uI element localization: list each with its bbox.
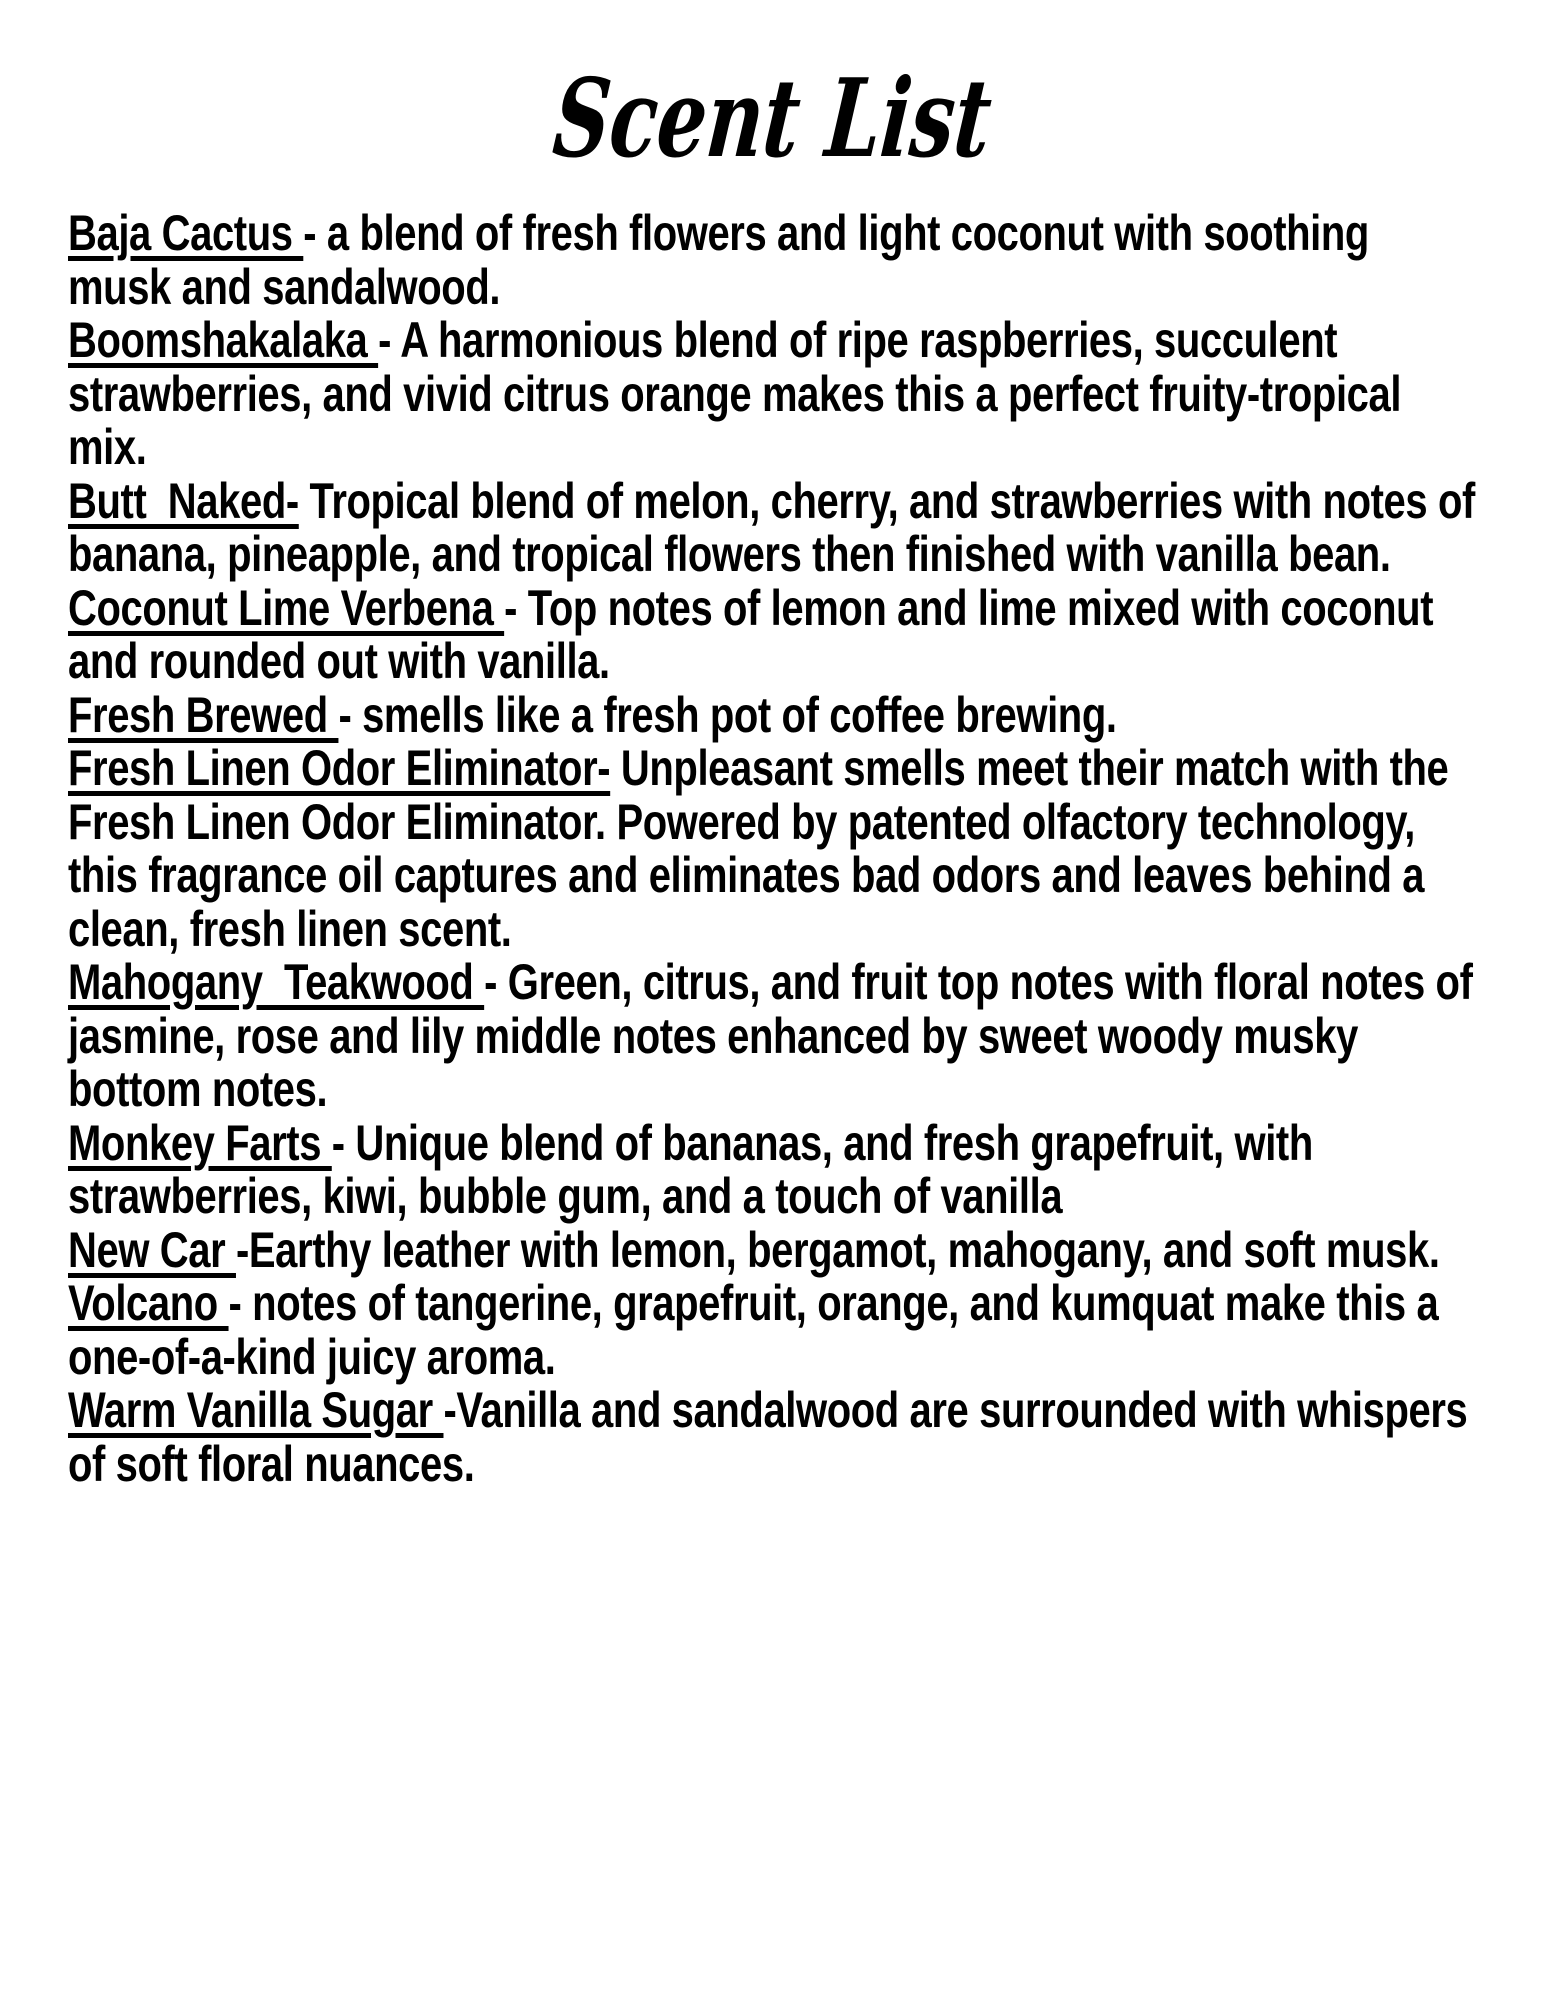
scent-name: Fresh Brewed	[68, 686, 339, 743]
scent-list	[68, 205, 1486, 1492]
scent-description: -Earthy leather with lemon, bergamot, mahogany, and soft musk.	[235, 1221, 1440, 1278]
scent-description: -Vanilla and sandalwood are surrounded with whispers of soft floral nuances.	[68, 1382, 1479, 1492]
scent-description: - Unique blend of bananas, and fresh grapefruit, with strawberries, kiwi, bubble gum, and a touch of vanilla	[68, 1114, 1324, 1224]
scent-description: - A harmonious blend of ripe raspberries, succulent strawberries, and vivid citrus orange makes this a perfect fruity-tropical mix.	[68, 312, 1412, 475]
scent-entry	[68, 1114, 1476, 1224]
scent-name: Baja Cactus	[68, 205, 304, 261]
scent-name: Fresh Linen Odor Eliminator-	[68, 740, 611, 796]
scent-entry	[68, 207, 1476, 314]
scent-entry	[68, 472, 1486, 582]
scent-description: - smells like a fresh pot of coffee brewing.	[338, 686, 1117, 743]
scent-entry	[68, 686, 1476, 743]
page-title: Scent List	[548, 56, 997, 182]
scent-description: - notes of tangerine, grapefruit, orange, and kumquat make this a one-of-a-kind juicy aroma.	[68, 1275, 1450, 1385]
scent-entry	[68, 1221, 1476, 1278]
scent-description: - a blend of fresh flowers and light coconut with soothing musk and sandalwood.	[68, 205, 1380, 315]
scent-name: Mahogany Teakwood	[68, 954, 485, 1010]
scent-name: Volcano	[68, 1275, 229, 1331]
scent-entry	[68, 1382, 1479, 1492]
scent-name: New Car	[68, 1221, 236, 1278]
scent-entry	[68, 954, 1484, 1117]
scent-name: Warm Vanilla Sugar	[68, 1382, 444, 1438]
scent-description: - Green, citrus, and fruit top notes with floral notes of jasmine, rose and lily middle notes enhanced by sweet woody musky bottom notes.	[68, 954, 1484, 1117]
scent-description: Tropical blend of melon, cherry, and strawberries with notes of banana, pineapple, and tropical flowers then finished with vanilla bean.	[68, 472, 1486, 582]
scent-name: Boomshakalaka	[68, 312, 379, 368]
scent-entry	[68, 1277, 1476, 1384]
scent-entry	[68, 579, 1476, 689]
scent-name: Butt Naked-	[68, 472, 299, 529]
scent-description: - Top notes of lemon and lime mixed with coconut and rounded out with vanilla.	[68, 579, 1444, 689]
scent-entry	[68, 314, 1476, 475]
scent-name: Coconut Lime Verbena	[68, 579, 505, 636]
scent-description: Unpleasant smells meet their match with the Fresh Linen Odor Eliminator. Powered by patented olfactory technology, this fragrance oil captures and eliminates bad odors and leaves behind a clean, fresh linen scent.	[68, 740, 1460, 957]
scent-entry	[68, 742, 1476, 956]
scent-name: Monkey Farts	[68, 1114, 332, 1171]
